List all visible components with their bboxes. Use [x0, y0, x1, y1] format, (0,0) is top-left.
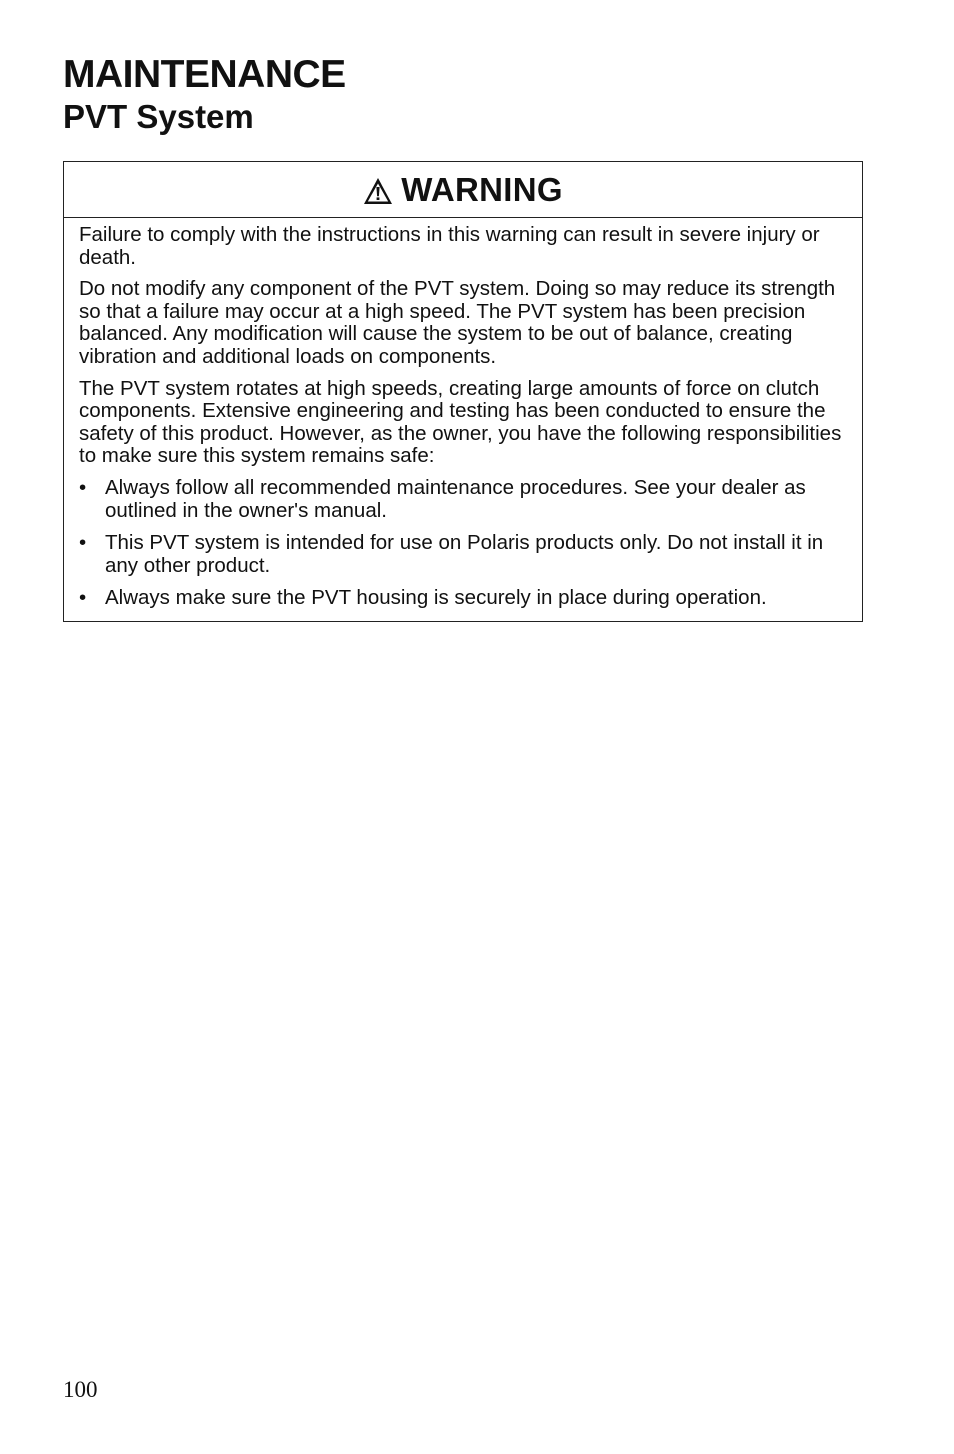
responsibility-list [79, 477, 848, 610]
warning-header [64, 162, 862, 218]
list-item-text: Always follow all recommended maintenance procedures. See your dealer as outlined in the owner's manual. [105, 475, 806, 522]
warning-title: WARNING [401, 170, 563, 208]
list-item [79, 587, 848, 610]
bullet-icon: • [79, 475, 87, 499]
warning-box [63, 161, 863, 622]
bullet-icon: • [79, 586, 87, 610]
warning-body [64, 218, 862, 610]
section-title: MAINTENANCE [63, 53, 346, 96]
page-subtitle: PVT System [63, 98, 254, 135]
list-item-text: Always make sure the PVT housing is securely in place during operation. [105, 586, 767, 610]
warning-paragraph: The PVT system rotates at high speeds, creating large amounts of force on clutch components. Extensive engineering and testing has been conducted to ensure the safety of this product. However, as the owner, you have the following responsibilities to make sure this system remains safe: [79, 376, 842, 468]
list-item-text: This PVT system is intended for use on Polaris products only. Do not install it in any other product. [105, 531, 824, 577]
warning-paragraph: Failure to comply with the instructions in this warning can result in severe injury or death. [79, 223, 820, 269]
warning-triangle-icon [363, 177, 393, 205]
list-item [79, 532, 848, 577]
warning-paragraph: Do not modify any component of the PVT system. Doing so may reduce its strength so that a failure may occur at a high speed. The PVT system has been precision balanced. Any modification will cause the system to be out of balance, creating vibration and additional loads on components. [79, 277, 836, 368]
list-item [79, 477, 848, 522]
bullet-icon: • [79, 531, 87, 555]
page-number: 100 [63, 1377, 98, 1402]
